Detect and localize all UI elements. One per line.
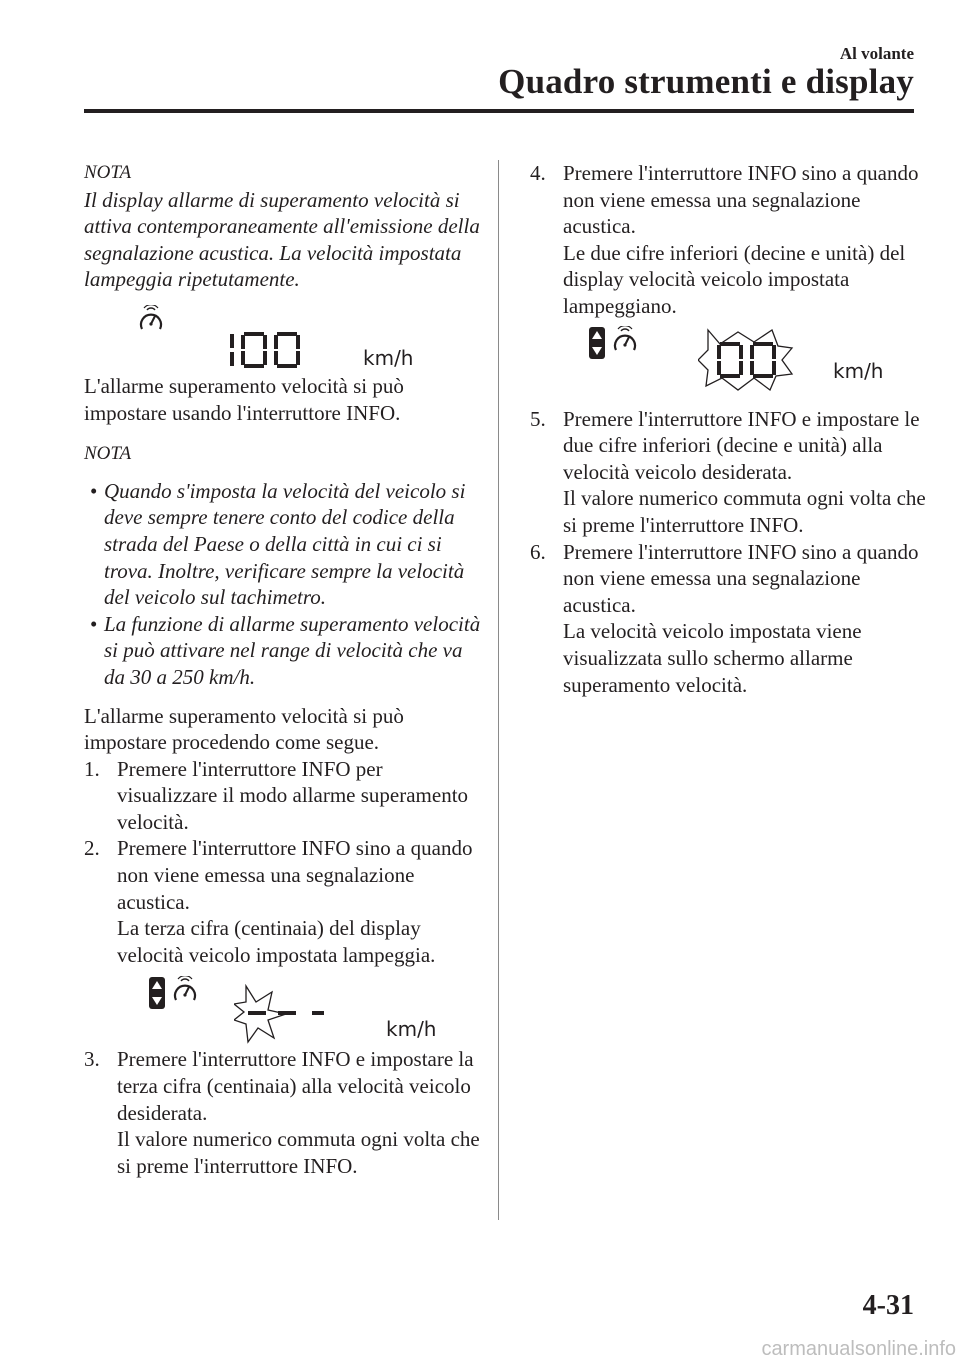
note-text: Il display allarme di superamento velocità si attiva contemporaneamente all'emissione della segnalazione acustica. La velocità impostata lampeggia ripetutamente. <box>84 187 480 292</box>
column-divider <box>498 160 499 1220</box>
left-column <box>84 160 484 1179</box>
speed-display-figure-100 <box>84 303 484 373</box>
header-rule <box>84 109 914 113</box>
page-title: Quadro strumenti e display <box>498 62 914 101</box>
step-6: 6. Premere l'interruttore INFO sino a quando non viene emessa una segnalazione acustica. La velocità veicolo impostata viene visualizzata sullo schermo allarme superamento velocità. <box>530 539 919 697</box>
speed-display-figure-hundreds <box>84 972 484 1046</box>
header-section: Al volante <box>839 44 914 63</box>
right-column <box>530 160 930 698</box>
note-bullets <box>84 478 484 691</box>
bullet-item: • La funzione di allarme superamento velocità si può attivare nel range di velocità che va da 30 a 250 km/h. <box>90 611 481 689</box>
step-3: 3. Premere l'interruttore INFO e impostare la terza cifra (centinaia) alla velocità veicolo desiderata. Il valore numerico commuta ogni volta che si preme l'interruttore INFO. <box>84 1047 480 1178</box>
paragraph: L'allarme superamento velocità si può impostare procedendo come segue. <box>84 703 404 755</box>
up-down-arrow-icon <box>148 976 166 1010</box>
speed-alarm-gauge-icon <box>170 976 200 1006</box>
watermark: carmanualsonline.info <box>761 1338 956 1360</box>
unit-label: km/h <box>386 1017 437 1042</box>
speed-display-figure-tens <box>530 324 930 392</box>
paragraph: L'allarme superamento velocità si può impostare usando l'interruttore INFO. <box>84 373 404 425</box>
flash-burst-icon <box>698 328 794 392</box>
page-number: 4-31 <box>862 1290 914 1321</box>
unit-label: km/h <box>833 358 884 383</box>
note-label: NOTA <box>84 162 132 183</box>
lcd-digits <box>226 331 302 369</box>
speed-alarm-gauge-icon <box>136 305 166 335</box>
step-4: 4. Premere l'interruttore INFO sino a quando non viene emessa una segnalazione acustica. Le due cifre inferiori (decine e unità) del display velocità veicolo impostata lampeggiano. <box>530 161 919 318</box>
note-label: NOTA <box>84 443 132 465</box>
flash-burst-icon <box>234 984 334 1044</box>
step-5: 5. Premere l'interruttore INFO e impostare le due cifre inferiori (decine e unità) alla velocità veicolo desiderata. Il valore numerico commuta ogni volta che si preme l'interruttore INFO. <box>530 406 926 537</box>
bullet-item: • Quando s'imposta la velocità del veicolo si deve sempre tenere conto del codice della strada del Paese o della città in cui ci si trova. Inoltre, verificare sempre la velocità del veicolo sul tachimetro. <box>90 478 466 610</box>
speed-alarm-gauge-icon <box>610 326 640 356</box>
unit-label: km/h <box>363 345 414 370</box>
step-2: 2. Premere l'interruttore INFO sino a quando non viene emessa una segnalazione acustica. La terza cifra (centinaia) del display velocità veicolo impostata lampeggia. <box>84 836 473 967</box>
up-down-arrow-icon <box>588 326 606 360</box>
step-1: 1. Premere l'interruttore INFO per visualizzare il modo allarme superamento velocità. <box>84 756 469 834</box>
